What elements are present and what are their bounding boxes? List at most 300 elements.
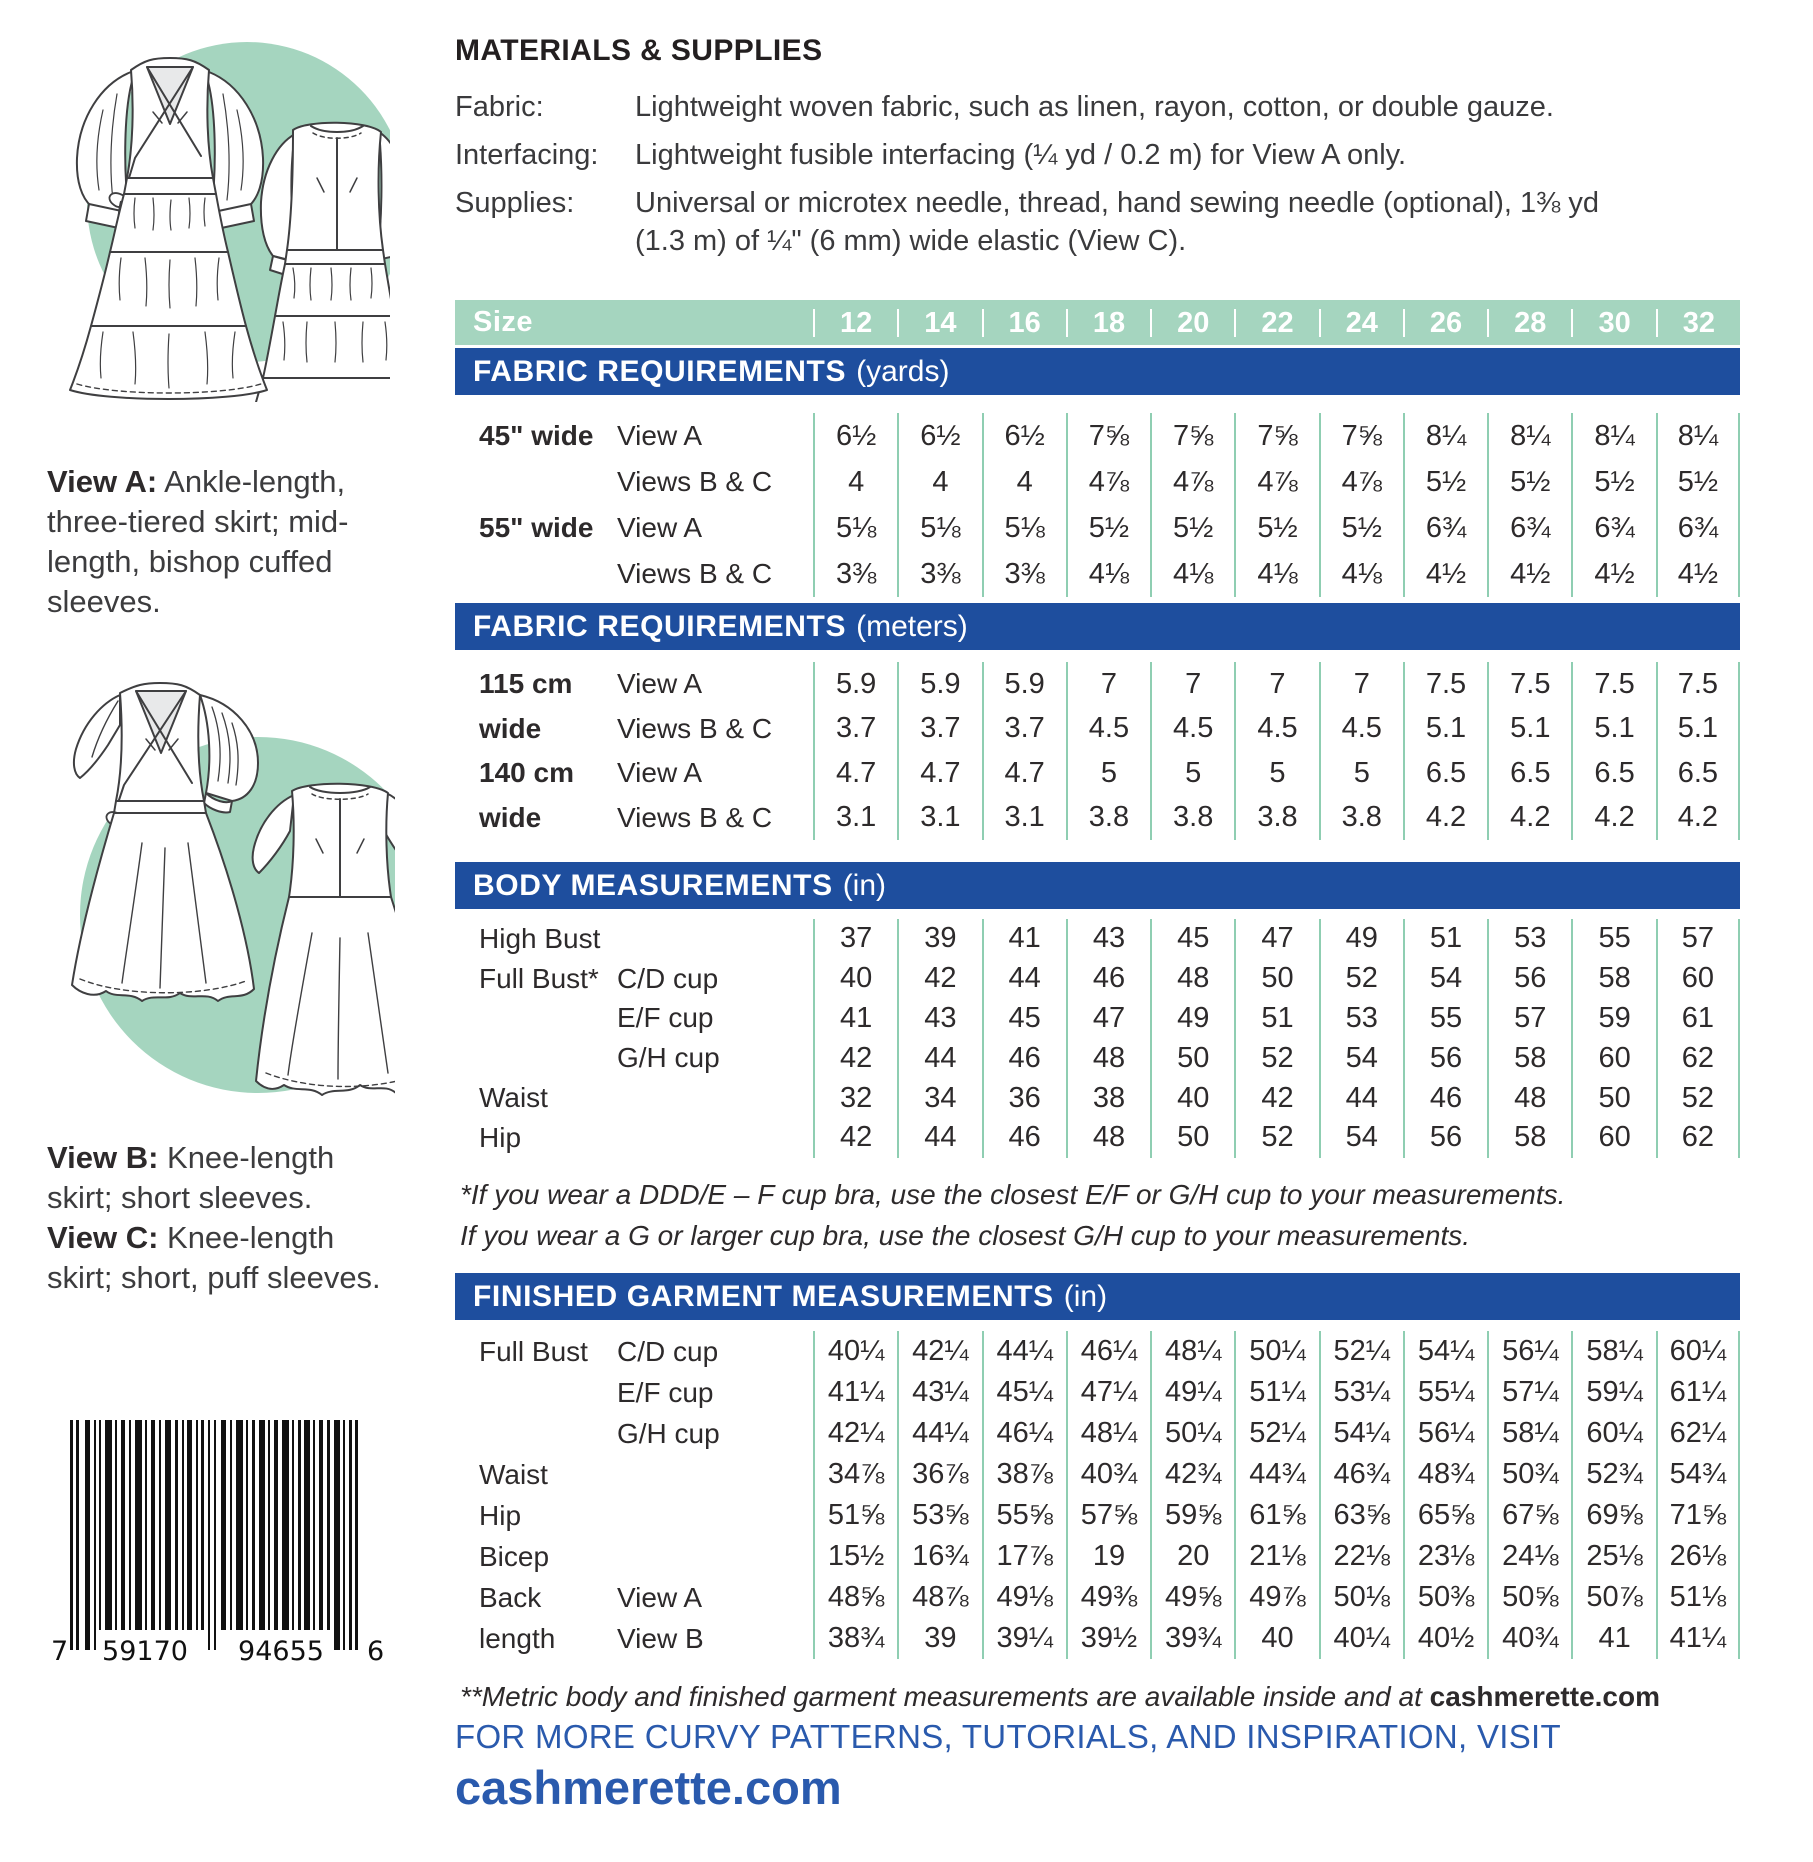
value-cell: 50¼ [1150,1413,1234,1454]
value-cell: 5 [1234,751,1318,796]
footer-url: cashmerette.com [455,1761,842,1814]
value-cell: 4.5 [1066,707,1150,752]
value-cell: 4½ [1487,551,1571,597]
row-label: 115 cm [479,668,573,700]
row-sublabel [617,919,813,959]
value-cell: 42¾ [1150,1454,1234,1495]
value-cell: 5.1 [1403,707,1487,752]
value-cell: 44 [897,1038,981,1078]
value-cell: 55 [1403,999,1487,1039]
value-cell: 5.1 [1656,707,1740,752]
size-column-header: 32 [1656,309,1740,337]
value-cell: 57 [1656,919,1740,959]
finished-garment-measurements-section [455,1273,1740,1659]
value-cell: 46 [1066,959,1150,999]
table-row [455,707,1740,752]
value-cell: 5½ [1319,505,1403,551]
value-cell: 39 [897,919,981,959]
value-cell: 22⅛ [1319,1536,1403,1577]
value-cell: 36 [982,1078,1066,1118]
value-cell: 5.9 [982,662,1066,707]
value-cell: 4⅞ [1234,459,1318,505]
value-cell: 3.8 [1066,796,1150,841]
value-cell: 50⅜ [1403,1577,1487,1618]
row-label: Full Bust [479,1335,588,1367]
value-cell: 61 [1656,999,1740,1039]
fabric-value: Lightweight woven fabric, such as linen, rayon, cotton, or double gauze. [635,91,1554,123]
value-cell: 7 [1066,662,1150,707]
row-label [455,551,617,597]
value-cell: 3.7 [897,707,981,752]
barcode [45,1412,390,1672]
row-label: Bicep [479,1540,550,1572]
row-sublabel: Views B & C [617,712,773,744]
value-cell: 67⅝ [1487,1495,1571,1536]
value-cell: 4½ [1403,551,1487,597]
value-cell: 50⅛ [1319,1577,1403,1618]
section-header-meters: FABRIC REQUIREMENTS (meters) [455,603,1740,650]
value-cell: 58 [1487,1038,1571,1078]
value-cell: 4⅛ [1066,551,1150,597]
supplies-label: Supplies: [455,187,575,219]
view-b-c-description: View B: Knee-length skirt; short sleeves. View C: Knee-length skirt; short, puff sleeves. [47,1140,381,1295]
row-label [455,1038,617,1078]
row-label: 45" wide [479,420,594,451]
value-cell: 46¼ [1066,1331,1150,1372]
row-sublabel: C/D cup [617,962,719,994]
row-label: Back [479,1581,542,1613]
value-cell: 6¾ [1487,505,1571,551]
value-cell: 5.1 [1487,707,1571,752]
value-cell: 65⅝ [1403,1495,1487,1536]
value-cell: 44 [897,1118,981,1158]
value-cell: 7⅝ [1066,413,1150,459]
row-sublabel: Views B & C [617,801,773,833]
value-cell: 46 [1403,1078,1487,1118]
size-column-header: 18 [1066,309,1150,337]
value-cell: 4⅛ [1150,551,1234,597]
fabric-label: Fabric: [455,91,544,123]
fabric-requirements-yards-section [455,348,1740,597]
value-cell: 50⅝ [1487,1577,1571,1618]
value-cell: 5⅛ [982,505,1066,551]
value-cell: 4 [897,459,981,505]
value-cell: 5½ [1656,459,1740,505]
value-cell: 54 [1319,1118,1403,1158]
value-cell: 5½ [1403,459,1487,505]
value-cell: 47 [1234,919,1318,959]
value-cell: 26⅛ [1656,1536,1740,1577]
row-label: wide [479,712,542,744]
row-sublabel: View A [617,512,703,543]
row-sublabel [617,1118,813,1158]
value-cell: 4 [813,459,897,505]
value-cell: 3⅜ [897,551,981,597]
value-cell: 4.2 [1403,796,1487,841]
table-row [455,751,1740,796]
size-column-header: 26 [1403,309,1487,337]
row-label: wide [479,801,542,833]
value-cell: 46 [982,1038,1066,1078]
value-cell: 54¾ [1656,1454,1740,1495]
value-cell: 4 [982,459,1066,505]
size-column-header: 22 [1234,309,1318,337]
value-cell: 7.5 [1403,662,1487,707]
value-cell: 3.1 [897,796,981,841]
value-cell: 36⅞ [897,1454,981,1495]
size-column-header: 24 [1319,309,1403,337]
value-cell: 50¾ [1487,1454,1571,1495]
table-row [455,1372,1740,1413]
row-sublabel [617,1454,813,1495]
value-cell: 38¾ [813,1618,897,1659]
row-sublabel: G/H cup [617,1417,720,1449]
value-cell: 48¼ [1150,1331,1234,1372]
value-cell: 39¾ [1150,1618,1234,1659]
value-cell: 4.7 [982,751,1066,796]
value-cell: 38 [1066,1078,1150,1118]
size-column-header: 14 [897,309,981,337]
value-cell: 50 [1571,1078,1655,1118]
value-cell: 61¼ [1656,1372,1740,1413]
value-cell: 50⅞ [1571,1577,1655,1618]
value-cell: 43 [897,999,981,1039]
value-cell: 45¼ [982,1372,1066,1413]
table-row [455,959,1740,999]
value-cell: 40 [1234,1618,1318,1659]
value-cell: 57¼ [1487,1372,1571,1413]
row-label [455,1372,617,1413]
value-cell: 58¼ [1571,1331,1655,1372]
value-cell: 46 [982,1118,1066,1158]
section-header-yards: FABRIC REQUIREMENTS (yards) [455,348,1740,395]
value-cell: 50 [1150,1038,1234,1078]
value-cell: 6.5 [1487,751,1571,796]
value-cell: 7.5 [1571,662,1655,707]
value-cell: 56¼ [1487,1331,1571,1372]
value-cell: 62 [1656,1038,1740,1078]
value-cell: 56¼ [1403,1413,1487,1454]
row-label: High Bust [479,922,601,954]
table-row [455,1577,1740,1618]
table-row [455,796,1740,841]
value-cell: 5.9 [897,662,981,707]
row-sublabel: Views B & C [617,466,773,497]
value-cell: 44¼ [897,1413,981,1454]
value-cell: 5½ [1571,459,1655,505]
value-cell: 37 [813,919,897,959]
value-cell: 42 [813,1118,897,1158]
view-a-illustration [25,10,390,402]
value-cell: 4½ [1571,551,1655,597]
table-row [455,1413,1740,1454]
value-cell: 49⅝ [1150,1577,1234,1618]
row-sublabel: View A [617,1581,703,1613]
value-cell: 15½ [813,1536,897,1577]
value-cell: 34⅞ [813,1454,897,1495]
view-b-label: View B: [47,1140,159,1175]
value-cell: 4⅞ [1066,459,1150,505]
value-cell: 52 [1319,959,1403,999]
value-cell: 59⅝ [1150,1495,1234,1536]
value-cell: 3.8 [1150,796,1234,841]
value-cell: 49¼ [1150,1372,1234,1413]
value-cell: 40¼ [1319,1618,1403,1659]
value-cell: 47 [1066,999,1150,1039]
row-label: Full Bust* [479,962,599,994]
value-cell: 3.7 [813,707,897,752]
value-cell: 45 [1150,919,1234,959]
value-cell: 55⅝ [982,1495,1066,1536]
value-cell: 23⅛ [1403,1536,1487,1577]
value-cell: 40 [1150,1078,1234,1118]
value-cell: 19 [1066,1536,1150,1577]
value-cell: 40¾ [1066,1454,1150,1495]
value-cell: 39¼ [982,1618,1066,1659]
value-cell: 4.7 [897,751,981,796]
row-sublabel: G/H cup [617,1042,720,1074]
value-cell: 60 [1656,959,1740,999]
value-cell: 46¾ [1319,1454,1403,1495]
value-cell: 44 [1319,1078,1403,1118]
value-cell: 40 [813,959,897,999]
value-cell: 41 [982,919,1066,959]
materials-row-fabric [455,88,1775,126]
value-cell: 7⅝ [1234,413,1318,459]
footnote-link: cashmerette.com [1429,1681,1660,1712]
metric-footnote: **Metric body and finished garment measurements are available inside and at cashmerette.com [460,1681,1660,1712]
value-cell: 40¼ [813,1331,897,1372]
table-row [455,1118,1740,1158]
value-cell: 51⅝ [813,1495,897,1536]
value-cell: 60¼ [1656,1331,1740,1372]
row-sublabel: E/F cup [617,1002,714,1034]
value-cell: 5⅛ [897,505,981,551]
value-cell: 49⅜ [1066,1577,1150,1618]
size-column-header: 12 [813,309,897,337]
barcode-digits-group2: 94655 [238,1636,324,1667]
value-cell: 8¼ [1403,413,1487,459]
row-label: Hip [479,1499,522,1531]
value-cell: 69⅝ [1571,1495,1655,1536]
value-cell: 61⅝ [1234,1495,1318,1536]
table-row [455,413,1740,459]
row-label: Waist [479,1458,548,1490]
row-sublabel: Views B & C [617,558,773,589]
row-label: Hip [479,1121,522,1153]
value-cell: 57 [1487,999,1571,1039]
value-cell: 48⅝ [813,1577,897,1618]
value-cell: 7 [1150,662,1234,707]
fabric-requirements-meters-section [455,603,1740,840]
value-cell: 6½ [982,413,1066,459]
value-cell: 46¼ [982,1413,1066,1454]
value-cell: 42 [1234,1078,1318,1118]
value-cell: 6¾ [1571,505,1655,551]
value-cell: 42¼ [897,1331,981,1372]
barcode-digit-right: 6 [367,1636,385,1667]
row-label: 140 cm [479,757,574,789]
value-cell: 50 [1234,959,1318,999]
value-cell: 4.7 [813,751,897,796]
body-measurements-section [455,862,1740,1158]
value-cell: 7 [1234,662,1318,707]
supplies-value: Universal or microtex needle, thread, hand sewing needle (optional), 1⅜ yd (1.3 m) of ¼" (6 mm) wide elastic (View C). [635,187,1599,257]
value-cell: 24⅛ [1487,1536,1571,1577]
value-cell: 51 [1403,919,1487,959]
value-cell: 25⅛ [1571,1536,1655,1577]
materials-row-interfacing [455,136,1775,174]
table-row [455,1038,1740,1078]
value-cell: 52¼ [1319,1331,1403,1372]
value-cell: 48 [1150,959,1234,999]
value-cell: 58 [1487,1118,1571,1158]
value-cell: 54¼ [1403,1331,1487,1372]
row-label: Waist [479,1082,548,1114]
value-cell: 6.5 [1656,751,1740,796]
value-cell: 16¾ [897,1536,981,1577]
value-cell: 17⅞ [982,1536,1066,1577]
table-row [455,1078,1740,1118]
value-cell: 41 [813,999,897,1039]
value-cell: 4.2 [1656,796,1740,841]
value-cell: 48 [1066,1038,1150,1078]
value-cell: 51 [1234,999,1318,1039]
value-cell: 44¾ [1234,1454,1318,1495]
value-cell: 51⅛ [1656,1577,1740,1618]
value-cell: 39 [897,1618,981,1659]
value-cell: 51¼ [1234,1372,1318,1413]
value-cell: 58 [1571,959,1655,999]
value-cell: 6½ [813,413,897,459]
value-cell: 49⅞ [1234,1577,1318,1618]
value-cell: 42 [813,1038,897,1078]
value-cell: 4.2 [1571,796,1655,841]
value-cell: 52 [1656,1078,1740,1118]
barcode-digits-group1: 59170 [102,1636,188,1667]
value-cell: 7 [1319,662,1403,707]
table-row [455,505,1740,551]
value-cell: 52¼ [1234,1413,1318,1454]
value-cell: 3.8 [1234,796,1318,841]
row-sublabel: C/D cup [617,1335,719,1367]
value-cell: 4⅛ [1234,551,1318,597]
value-cell: 49 [1150,999,1234,1039]
value-cell: 6¾ [1656,505,1740,551]
row-sublabel: E/F cup [617,1376,714,1408]
value-cell: 53¼ [1319,1372,1403,1413]
footer-cta: FOR MORE CURVY PATTERNS, TUTORIALS, AND INSPIRATION, VISIT [455,1718,1561,1755]
table-row [455,1331,1740,1372]
value-cell: 63⅝ [1319,1495,1403,1536]
value-cell: 54 [1403,959,1487,999]
value-cell: 40½ [1403,1618,1487,1659]
value-cell: 5½ [1234,505,1318,551]
table-row [455,999,1740,1039]
value-cell: 5 [1319,751,1403,796]
value-cell: 4.5 [1150,707,1234,752]
section-header-finished: FINISHED GARMENT MEASUREMENTS (in) [455,1273,1740,1320]
value-cell: 54 [1319,1038,1403,1078]
value-cell: 4⅛ [1319,551,1403,597]
value-cell: 42 [897,959,981,999]
value-cell: 40¾ [1487,1618,1571,1659]
value-cell: 8¼ [1487,413,1571,459]
value-cell: 32 [813,1078,897,1118]
cup-footnote: *If you wear a DDD/E – F cup bra, use the closest E/F or G/H cup to your measurements. If you wear a G or larger cup bra, use the closest G/H cup to your measurements. [460,1179,1566,1251]
value-cell: 5½ [1487,459,1571,505]
value-cell: 43 [1066,919,1150,959]
section-header-body: BODY MEASUREMENTS (in) [455,862,1740,909]
value-cell: 48⅞ [897,1577,981,1618]
row-label [455,999,617,1039]
value-cell: 5.1 [1571,707,1655,752]
barcode-digit-left: 7 [51,1636,69,1667]
value-cell: 42¼ [813,1413,897,1454]
value-cell: 5.9 [813,662,897,707]
row-sublabel: View A [617,668,703,700]
view-a-description: View A: Ankle-length, three-tiered skirt; mid-length, bishop cuffed sleeves. [47,464,349,619]
value-cell: 52 [1234,1038,1318,1078]
table-row [455,1536,1740,1577]
row-label: length [479,1622,556,1654]
value-cell: 53⅝ [897,1495,981,1536]
materials-row-supplies [455,184,1775,260]
value-cell: 56 [1403,1038,1487,1078]
size-column-header: 20 [1150,309,1234,337]
value-cell: 4.2 [1487,796,1571,841]
value-cell: 4.5 [1319,707,1403,752]
value-cell: 59¼ [1571,1372,1655,1413]
materials-heading: MATERIALS & SUPPLIES [455,34,823,67]
table-row [455,1454,1740,1495]
value-cell: 41¼ [1656,1618,1740,1659]
value-cell: 34 [897,1078,981,1118]
interfacing-value: Lightweight fusible interfacing (¼ yd / 0.2 m) for View A only. [635,139,1407,171]
value-cell: 52¾ [1571,1454,1655,1495]
value-cell: 59 [1571,999,1655,1039]
value-cell: 60¼ [1571,1413,1655,1454]
value-cell: 55¼ [1403,1372,1487,1413]
value-cell: 7⅝ [1150,413,1234,459]
table-row [455,459,1740,505]
value-cell: 49 [1319,919,1403,959]
row-sublabel [617,1495,813,1536]
interfacing-label: Interfacing: [455,139,599,171]
value-cell: 7.5 [1656,662,1740,707]
size-column-header: 30 [1571,309,1655,337]
value-cell: 56 [1487,959,1571,999]
value-cell: 4½ [1656,551,1740,597]
value-cell: 44 [982,959,1066,999]
value-cell: 41¼ [813,1372,897,1413]
value-cell: 5½ [1150,505,1234,551]
value-cell: 50¼ [1234,1331,1318,1372]
value-cell: 58¼ [1487,1413,1571,1454]
value-cell: 3⅜ [813,551,897,597]
value-cell: 4.5 [1234,707,1318,752]
value-cell: 45 [982,999,1066,1039]
row-sublabel [617,1078,813,1118]
row-sublabel: View A [617,420,703,451]
value-cell: 53 [1319,999,1403,1039]
value-cell: 48¾ [1403,1454,1487,1495]
value-cell: 48 [1487,1078,1571,1118]
value-cell: 47¼ [1066,1372,1150,1413]
row-label [455,459,617,505]
value-cell: 5⅛ [813,505,897,551]
value-cell: 39½ [1066,1618,1150,1659]
